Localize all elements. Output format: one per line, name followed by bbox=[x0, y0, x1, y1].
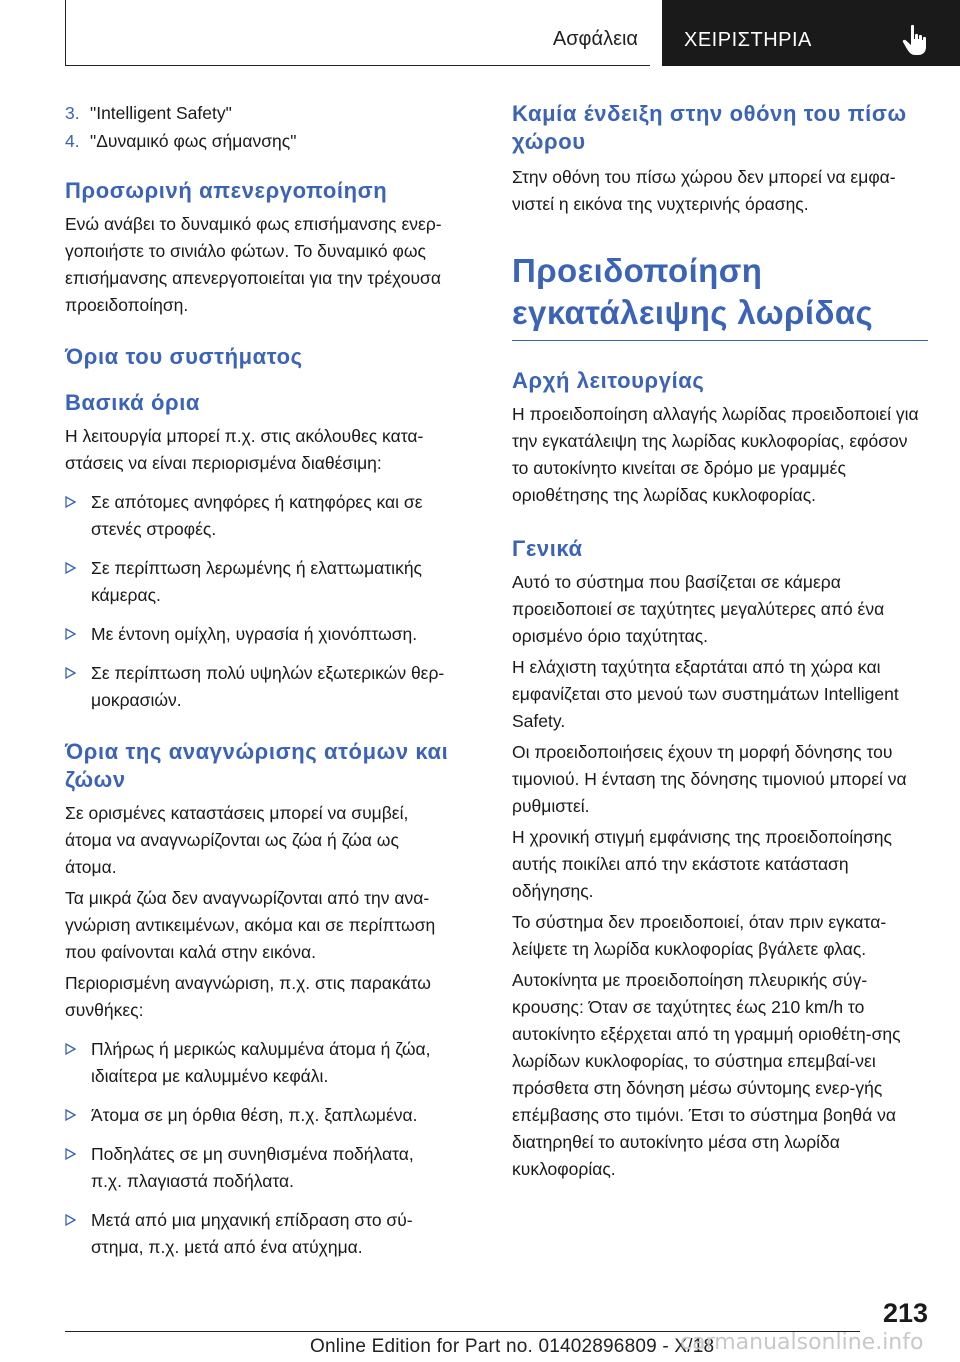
paragraph: Η λειτουργία μπορεί π.χ. στις ακόλουθες κατα-στάσεις να είναι περιορισμένα διαθέσιμη: bbox=[65, 426, 424, 473]
edition-text: Online Edition for Part no. 01402896809 - X/18 bbox=[310, 1336, 715, 1357]
list-number: 3. bbox=[65, 103, 80, 123]
left-column bbox=[65, 100, 449, 1261]
bullet-text: Πλήρως ή μερικώς καλυμμένα άτομα ή ζώα, ιδιαίτερα με καλυμμένο κεφάλι. bbox=[91, 1039, 431, 1086]
heading-system-limits: Όρια του συστήματος bbox=[65, 344, 303, 369]
bullet-triangle-icon bbox=[65, 489, 91, 543]
bullet-triangle-icon bbox=[65, 660, 91, 714]
chapter-title: ΧΕΙΡΙΣΤΗΡΙΑ bbox=[684, 29, 812, 51]
bullet-text: Άτομα σε μη όρθια θέση, π.χ. ξαπλωμένα. bbox=[91, 1105, 418, 1125]
paragraph: Οι προειδοποιήσεις έχουν τη μορφή δόνησης του τιμονιού. Η ένταση της δόνησης τιμονιού μπορεί να ρυθμιστεί. bbox=[512, 742, 907, 816]
bullet-text: Σε περίπτωση λερωμένης ή ελαττωματικής κάμερας. bbox=[91, 558, 422, 605]
paragraph: Τα μικρά ζώα δεν αναγνωρίζονται από την ανα-γνώριση αντικειμένων, ακόμα και σε περίπτωση που φαίνονται καλά στην εικόνα. bbox=[65, 888, 436, 962]
watermark: carmanualsonline.info bbox=[680, 1330, 924, 1355]
bullet-text: Σε περίπτωση πολύ υψηλών εξωτερικών θερ-μοκρασιών. bbox=[91, 663, 445, 710]
paragraph: Σε ορισμένες καταστάσεις μπορεί να συμβεί, άτομα να αναγνωρίζονται ως ζώα ή ζώα ως άτομα. bbox=[65, 803, 409, 877]
section-title: Ασφάλεια bbox=[552, 28, 638, 50]
bullet-triangle-icon bbox=[65, 1102, 91, 1129]
right-column bbox=[512, 100, 928, 1183]
heading-recognition-limits: Όρια της αναγνώρισης ατόμων και ζώων bbox=[65, 739, 449, 792]
page-number: 213 bbox=[882, 1298, 928, 1328]
list-item bbox=[65, 100, 449, 127]
paragraph: Το σύστημα δεν προειδοποιεί, όταν πριν εγκατα-λείψετε τη λωρίδα κυκλοφορίας βγάλετε φλας. bbox=[512, 912, 887, 959]
heading-lane-departure-warning: Προειδοποίηση εγκατάλειψης λωρίδας bbox=[512, 252, 874, 331]
heading-no-rear-display: Καμία ένδειξη στην οθόνη του πίσω χώρου bbox=[512, 101, 907, 154]
page-header bbox=[65, 0, 960, 66]
bullet-text: Ποδηλάτες σε μη συνηθισμένα ποδήλατα, π.χ. πλαγιαστά ποδήλατα. bbox=[91, 1144, 414, 1191]
bullet-text: Σε απότομες ανηφόρες ή κατηφόρες και σε στενές στροφές. bbox=[91, 492, 423, 539]
heading-general: Γενικά bbox=[512, 536, 583, 561]
list-item bbox=[65, 128, 449, 155]
bullet-item bbox=[65, 1036, 449, 1090]
paragraph: Περιορισμένη αναγνώριση, π.χ. στις παρακάτω συνθήκες: bbox=[65, 973, 431, 1020]
bullet-text: Μετά από μια μηχανική επίδραση στο σύ-στημα, π.χ. μετά από ένα ατύχημα. bbox=[91, 1210, 413, 1257]
bullet-triangle-icon bbox=[65, 555, 91, 609]
list-number: 4. bbox=[65, 131, 80, 151]
bullet-triangle-icon bbox=[65, 1036, 91, 1090]
paragraph: Αυτοκίνητα με προειδοποίηση πλευρικής σύγ-κρουσης: Όταν σε ταχύτητες έως 210 km/h το αυτοκίνητο εξέρχεται από τη γραμμή οριοθέτη-σης λωρίδων κυκλοφορίας, το σύστημα επεμβαί-νει πρόσθετα στη δόνηση μέσω σύντομης ενερ-γής επέμβασης στο τιμόνι. Έτσι το σύστημα βοηθά να διατηρηθεί το αυτοκίνητο μέσα στη λωρίδα κυκλοφορίας. bbox=[512, 970, 901, 1179]
bullet-text: Με έντονη ομίχλη, υγρασία ή χιονόπτωση. bbox=[91, 624, 418, 644]
paragraph: Ενώ ανάβει το δυναμικό φως επισήμανσης ενερ-γοποιήστε το σινιάλο φώτων. Το δυναμικό φως επισήμανσης απενεργοποιείται για την τρέχουσα προειδοποίηση. bbox=[65, 214, 442, 315]
bullet-item bbox=[65, 1141, 449, 1195]
bullet-item bbox=[65, 489, 449, 543]
bullet-item bbox=[65, 660, 449, 714]
heading-temporary-deactivation: Προσωρινή απενεργοποίηση bbox=[65, 178, 388, 203]
bullet-item bbox=[65, 555, 449, 609]
paragraph: Αυτό το σύστημα που βασίζεται σε κάμερα προειδοποιεί σε ταχύτητες μεγαλύτερες από ένα ορισμένο όριο ταχύτητας. bbox=[512, 572, 885, 646]
bullet-triangle-icon bbox=[65, 1141, 91, 1195]
header-chapter-box bbox=[662, 0, 960, 66]
hand-pointer-icon bbox=[898, 22, 934, 58]
header-section-box bbox=[65, 0, 650, 66]
paragraph: Στην οθόνη του πίσω χώρου δεν μπορεί να εμφα-νιστεί η εικόνα της νυχτερινής όρασης. bbox=[512, 167, 896, 214]
paragraph: Η χρονική στιγμή εμφάνισης της προειδοποίησης αυτής ποικίλει από την εκάστοτε κατάσταση οδήγησης. bbox=[512, 827, 892, 901]
list-text: "Δυναμικό φως σήμανσης" bbox=[90, 131, 297, 151]
bullet-triangle-icon bbox=[65, 621, 91, 648]
list-text: "Intelligent Safety" bbox=[90, 103, 232, 123]
bullet-item bbox=[65, 621, 449, 648]
heading-operating-principle: Αρχή λειτουργίας bbox=[512, 368, 705, 393]
paragraph: Η προειδοποίηση αλλαγής λωρίδας προειδοποιεί για την εγκατάλειψη της λωρίδας κυκλοφορίας, εφόσον το αυτοκίνητο κινείται σε δρόμο με γραμμές οριοθέτησης της λωρίδας κυκλοφορίας. bbox=[512, 404, 919, 505]
paragraph: Η ελάχιστη ταχύτητα εξαρτάται από τη χώρα και εμφανίζεται στο μενού των συστημάτων Intelligent Safety. bbox=[512, 657, 899, 731]
bullet-triangle-icon bbox=[65, 1207, 91, 1261]
heading-basic-limits: Βασικά όρια bbox=[65, 390, 201, 415]
chapter-heading-wrap bbox=[512, 250, 928, 341]
bullet-item bbox=[65, 1207, 449, 1261]
bullet-item bbox=[65, 1102, 449, 1129]
